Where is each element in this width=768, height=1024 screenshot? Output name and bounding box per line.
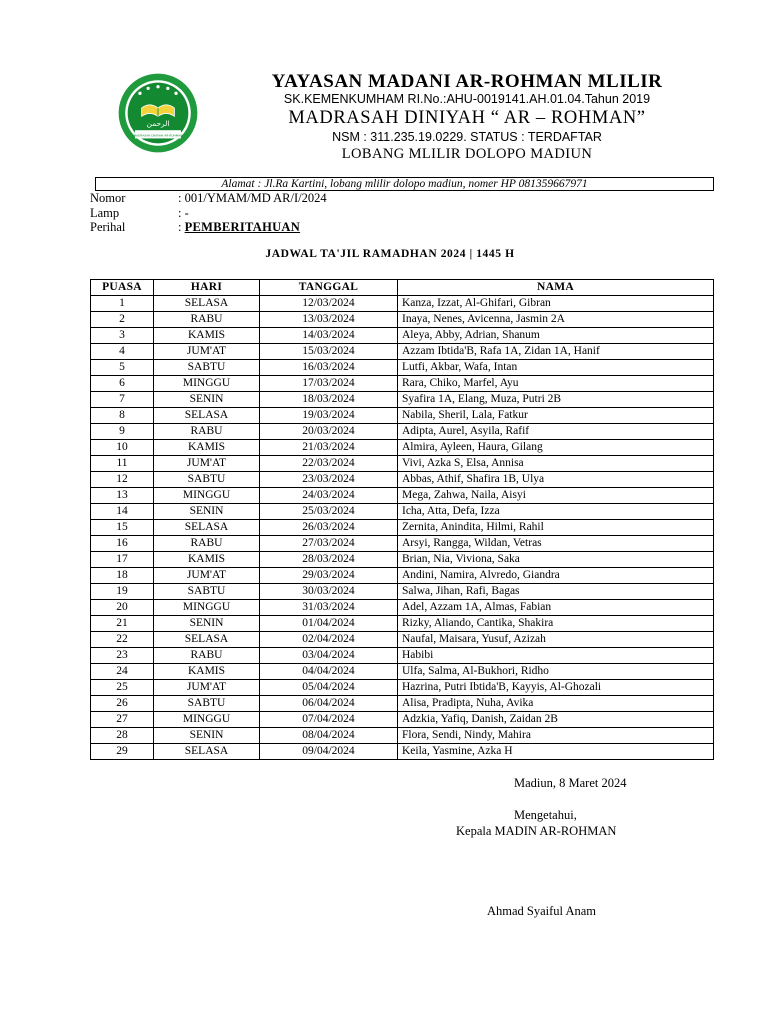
cell-tanggal: 04/04/2024: [260, 664, 398, 680]
cell-nama: Mega, Zahwa, Naila, Aisyi: [398, 488, 714, 504]
table-row: [91, 696, 714, 712]
cell-puasa: 15: [91, 520, 154, 536]
cell-hari: MINGGU: [154, 600, 260, 616]
address-box: Alamat : Jl.Ra Kartini, lobang mlilir dolopo madiun, nomer HP 081359667971: [95, 177, 714, 191]
table-row: [91, 472, 714, 488]
cell-nama: Syafira 1A, Elang, Muza, Putri 2B: [398, 392, 714, 408]
cell-nama: Habibi: [398, 648, 714, 664]
table-row: [91, 568, 714, 584]
cell-nama: Naufal, Maisara, Yusuf, Azizah: [398, 632, 714, 648]
cell-nama: Vivi, Azka S, Elsa, Annisa: [398, 456, 714, 472]
cell-tanggal: 09/04/2024: [260, 744, 398, 760]
cell-hari: JUM'AT: [154, 456, 260, 472]
cell-puasa: 21: [91, 616, 154, 632]
cell-tanggal: 20/03/2024: [260, 424, 398, 440]
table-row: [91, 728, 714, 744]
cell-tanggal: 19/03/2024: [260, 408, 398, 424]
cell-hari: SELASA: [154, 744, 260, 760]
table-row: [91, 632, 714, 648]
letterhead: [245, 72, 689, 164]
table-header-row: [91, 280, 714, 296]
cell-puasa: 20: [91, 600, 154, 616]
cell-tanggal: 26/03/2024: [260, 520, 398, 536]
meta-row-perihal: [90, 220, 327, 235]
cell-nama: Icha, Atta, Defa, Izza: [398, 504, 714, 520]
cell-puasa: 7: [91, 392, 154, 408]
cell-puasa: 11: [91, 456, 154, 472]
table-row: [91, 504, 714, 520]
table-row: [91, 680, 714, 696]
table-row: [91, 376, 714, 392]
meta-row-lamp: [90, 206, 327, 221]
cell-nama: Arsyi, Rangga, Wildan, Vetras: [398, 536, 714, 552]
meta-key: Nomor: [90, 191, 126, 205]
cell-tanggal: 23/03/2024: [260, 472, 398, 488]
place-date: Madiun, 8 Maret 2024: [514, 776, 627, 790]
meta-subject: PEMBERITAHUAN: [184, 220, 301, 234]
cell-hari: JUM'AT: [154, 680, 260, 696]
cell-nama: Adzkia, Yafiq, Danish, Zaidan 2B: [398, 712, 714, 728]
cell-hari: SENIN: [154, 616, 260, 632]
cell-puasa: 26: [91, 696, 154, 712]
cell-tanggal: 22/03/2024: [260, 456, 398, 472]
table-row: [91, 536, 714, 552]
table-row: [91, 552, 714, 568]
cell-tanggal: 30/03/2024: [260, 584, 398, 600]
cell-tanggal: 14/03/2024: [260, 328, 398, 344]
table-row: [91, 456, 714, 472]
cell-hari: SELASA: [154, 296, 260, 312]
cell-nama: Inaya, Nenes, Avicenna, Jasmin 2A: [398, 312, 714, 328]
cell-puasa: 24: [91, 664, 154, 680]
cell-puasa: 22: [91, 632, 154, 648]
table-row: [91, 664, 714, 680]
table-row: [91, 328, 714, 344]
schedule-table: [90, 279, 714, 760]
cell-puasa: 16: [91, 536, 154, 552]
header-nama: NAMA: [398, 280, 714, 296]
cell-nama: Azzam Ibtida'B, Rafa 1A, Zidan 1A, Hanif: [398, 344, 714, 360]
signer-role: Kepala MADIN AR-ROHMAN: [456, 824, 617, 838]
cell-nama: Brian, Nia, Viviona, Saka: [398, 552, 714, 568]
meta-colon: :: [178, 220, 185, 234]
cell-hari: KAMIS: [154, 328, 260, 344]
table-row: [91, 648, 714, 664]
cell-nama: Ulfa, Salma, Al-Bukhori, Ridho: [398, 664, 714, 680]
cell-hari: SABTU: [154, 584, 260, 600]
cell-nama: Lutfi, Akbar, Wafa, Intan: [398, 360, 714, 376]
table-row: [91, 488, 714, 504]
cell-hari: SELASA: [154, 632, 260, 648]
cell-nama: Flora, Sendi, Nindy, Mahira: [398, 728, 714, 744]
header-puasa: PUASA: [91, 280, 154, 296]
meta-value: : 001/YMAM/MD AR/I/2024: [178, 191, 327, 205]
cell-tanggal: 21/03/2024: [260, 440, 398, 456]
cell-nama: Aleya, Abby, Adrian, Shanum: [398, 328, 714, 344]
table-row: [91, 360, 714, 376]
cell-hari: RABU: [154, 536, 260, 552]
table-row: [91, 600, 714, 616]
cell-nama: Keila, Yasmine, Azka H: [398, 744, 714, 760]
cell-puasa: 10: [91, 440, 154, 456]
table-row: [91, 424, 714, 440]
cell-hari: KAMIS: [154, 440, 260, 456]
cell-puasa: 6: [91, 376, 154, 392]
cell-nama: Salwa, Jihan, Rafi, Bagas: [398, 584, 714, 600]
cell-hari: KAMIS: [154, 552, 260, 568]
cell-puasa: 14: [91, 504, 154, 520]
cell-nama: Zernita, Anindita, Hilmi, Rahil: [398, 520, 714, 536]
cell-hari: SENIN: [154, 728, 260, 744]
cell-puasa: 29: [91, 744, 154, 760]
meta-key: Lamp: [90, 205, 120, 220]
cell-tanggal: 01/04/2024: [260, 616, 398, 632]
logo-arabic-text: الرحمن: [146, 119, 170, 129]
cell-tanggal: 05/04/2024: [260, 680, 398, 696]
acknowledged-label: Mengetahui,: [514, 808, 577, 822]
cell-nama: Adel, Azzam 1A, Almas, Fabian: [398, 600, 714, 616]
cell-tanggal: 08/04/2024: [260, 728, 398, 744]
cell-puasa: 25: [91, 680, 154, 696]
school-location: LOBANG MLILIR DOLOPO MADIUN: [341, 146, 593, 162]
cell-tanggal: 18/03/2024: [260, 392, 398, 408]
cell-hari: MINGGU: [154, 488, 260, 504]
cell-hari: JUM'AT: [154, 568, 260, 584]
cell-nama: Adipta, Aurel, Asyila, Rafif: [398, 424, 714, 440]
table-row: [91, 408, 714, 424]
cell-hari: SABTU: [154, 472, 260, 488]
table-row: [91, 584, 714, 600]
cell-tanggal: 28/03/2024: [260, 552, 398, 568]
cell-tanggal: 15/03/2024: [260, 344, 398, 360]
cell-nama: Alisa, Pradipta, Nuha, Avika: [398, 696, 714, 712]
cell-hari: MINGGU: [154, 712, 260, 728]
table-row: [91, 392, 714, 408]
cell-puasa: 13: [91, 488, 154, 504]
cell-puasa: 18: [91, 568, 154, 584]
cell-nama: Rizky, Aliando, Cantika, Shakira: [398, 616, 714, 632]
cell-puasa: 8: [91, 408, 154, 424]
cell-tanggal: 06/04/2024: [260, 696, 398, 712]
cell-tanggal: 02/04/2024: [260, 632, 398, 648]
cell-tanggal: 03/04/2024: [260, 648, 398, 664]
cell-tanggal: 25/03/2024: [260, 504, 398, 520]
table-row: [91, 344, 714, 360]
registration-status: NSM : 311.235.19.0229. STATUS : TERDAFTAR: [332, 130, 602, 144]
cell-hari: RABU: [154, 424, 260, 440]
cell-tanggal: 16/03/2024: [260, 360, 398, 376]
cell-puasa: 23: [91, 648, 154, 664]
header-hari: HARI: [154, 280, 260, 296]
cell-nama: Abbas, Athif, Shafira 1B, Ulya: [398, 472, 714, 488]
cell-tanggal: 31/03/2024: [260, 600, 398, 616]
table-row: [91, 712, 714, 728]
cell-puasa: 17: [91, 552, 154, 568]
cell-tanggal: 29/03/2024: [260, 568, 398, 584]
cell-nama: Rara, Chiko, Marfel, Ayu: [398, 376, 714, 392]
cell-tanggal: 24/03/2024: [260, 488, 398, 504]
cell-puasa: 19: [91, 584, 154, 600]
cell-puasa: 28: [91, 728, 154, 744]
table-row: [91, 296, 714, 312]
foundation-name: YAYASAN MADANI AR-ROHMAN MLILIR: [271, 71, 663, 92]
meta-value: : -: [178, 205, 189, 220]
cell-hari: RABU: [154, 648, 260, 664]
cell-puasa: 5: [91, 360, 154, 376]
table-row: [91, 312, 714, 328]
logo-ribbon-text: MADRASAH DINIYAH AR-ROHMAN: [133, 133, 183, 138]
table-row: [91, 616, 714, 632]
cell-puasa: 12: [91, 472, 154, 488]
cell-puasa: 3: [91, 328, 154, 344]
cell-puasa: 1: [91, 296, 154, 312]
schedule-title: JADWAL TA'JIL RAMADHAN 2024 | 1445 H: [265, 248, 515, 260]
meta-row-nomor: [90, 191, 327, 206]
cell-nama: Kanza, Izzat, Al-Ghifari, Gibran: [398, 296, 714, 312]
cell-hari: KAMIS: [154, 664, 260, 680]
cell-nama: Almira, Ayleen, Haura, Gilang: [398, 440, 714, 456]
meta-key: Perihal: [90, 220, 126, 234]
cell-hari: SELASA: [154, 408, 260, 424]
cell-hari: SENIN: [154, 504, 260, 520]
cell-hari: SABTU: [154, 360, 260, 376]
cell-hari: JUM'AT: [154, 344, 260, 360]
school-crest-logo: [117, 72, 199, 154]
cell-tanggal: 13/03/2024: [260, 312, 398, 328]
cell-hari: RABU: [154, 312, 260, 328]
cell-hari: SELASA: [154, 520, 260, 536]
header-tanggal: TANGGAL: [260, 280, 398, 296]
table-body: [91, 296, 714, 760]
decree-number: SK.KEMENKUMHAM RI.No.:AHU-0019141.AH.01.04.Tahun 2019: [283, 92, 651, 106]
table-row: [91, 520, 714, 536]
cell-nama: Andini, Namira, Alvredo, Giandra: [398, 568, 714, 584]
table-row: [91, 744, 714, 760]
letter-meta: [90, 191, 327, 235]
cell-nama: Nabila, Sheril, Lala, Fatkur: [398, 408, 714, 424]
cell-hari: SABTU: [154, 696, 260, 712]
cell-puasa: 4: [91, 344, 154, 360]
cell-puasa: 27: [91, 712, 154, 728]
cell-tanggal: 27/03/2024: [260, 536, 398, 552]
cell-tanggal: 17/03/2024: [260, 376, 398, 392]
cell-hari: MINGGU: [154, 376, 260, 392]
signer-name: Ahmad Syaiful Anam: [487, 904, 597, 918]
school-name: MADRASAH DINIYAH “ AR – ROHMAN”: [288, 108, 646, 128]
cell-tanggal: 07/04/2024: [260, 712, 398, 728]
table-row: [91, 440, 714, 456]
cell-puasa: 2: [91, 312, 154, 328]
cell-puasa: 9: [91, 424, 154, 440]
cell-tanggal: 12/03/2024: [260, 296, 398, 312]
cell-nama: Hazrina, Putri Ibtida'B, Kayyis, Al-Ghozali: [398, 680, 714, 696]
cell-hari: SENIN: [154, 392, 260, 408]
